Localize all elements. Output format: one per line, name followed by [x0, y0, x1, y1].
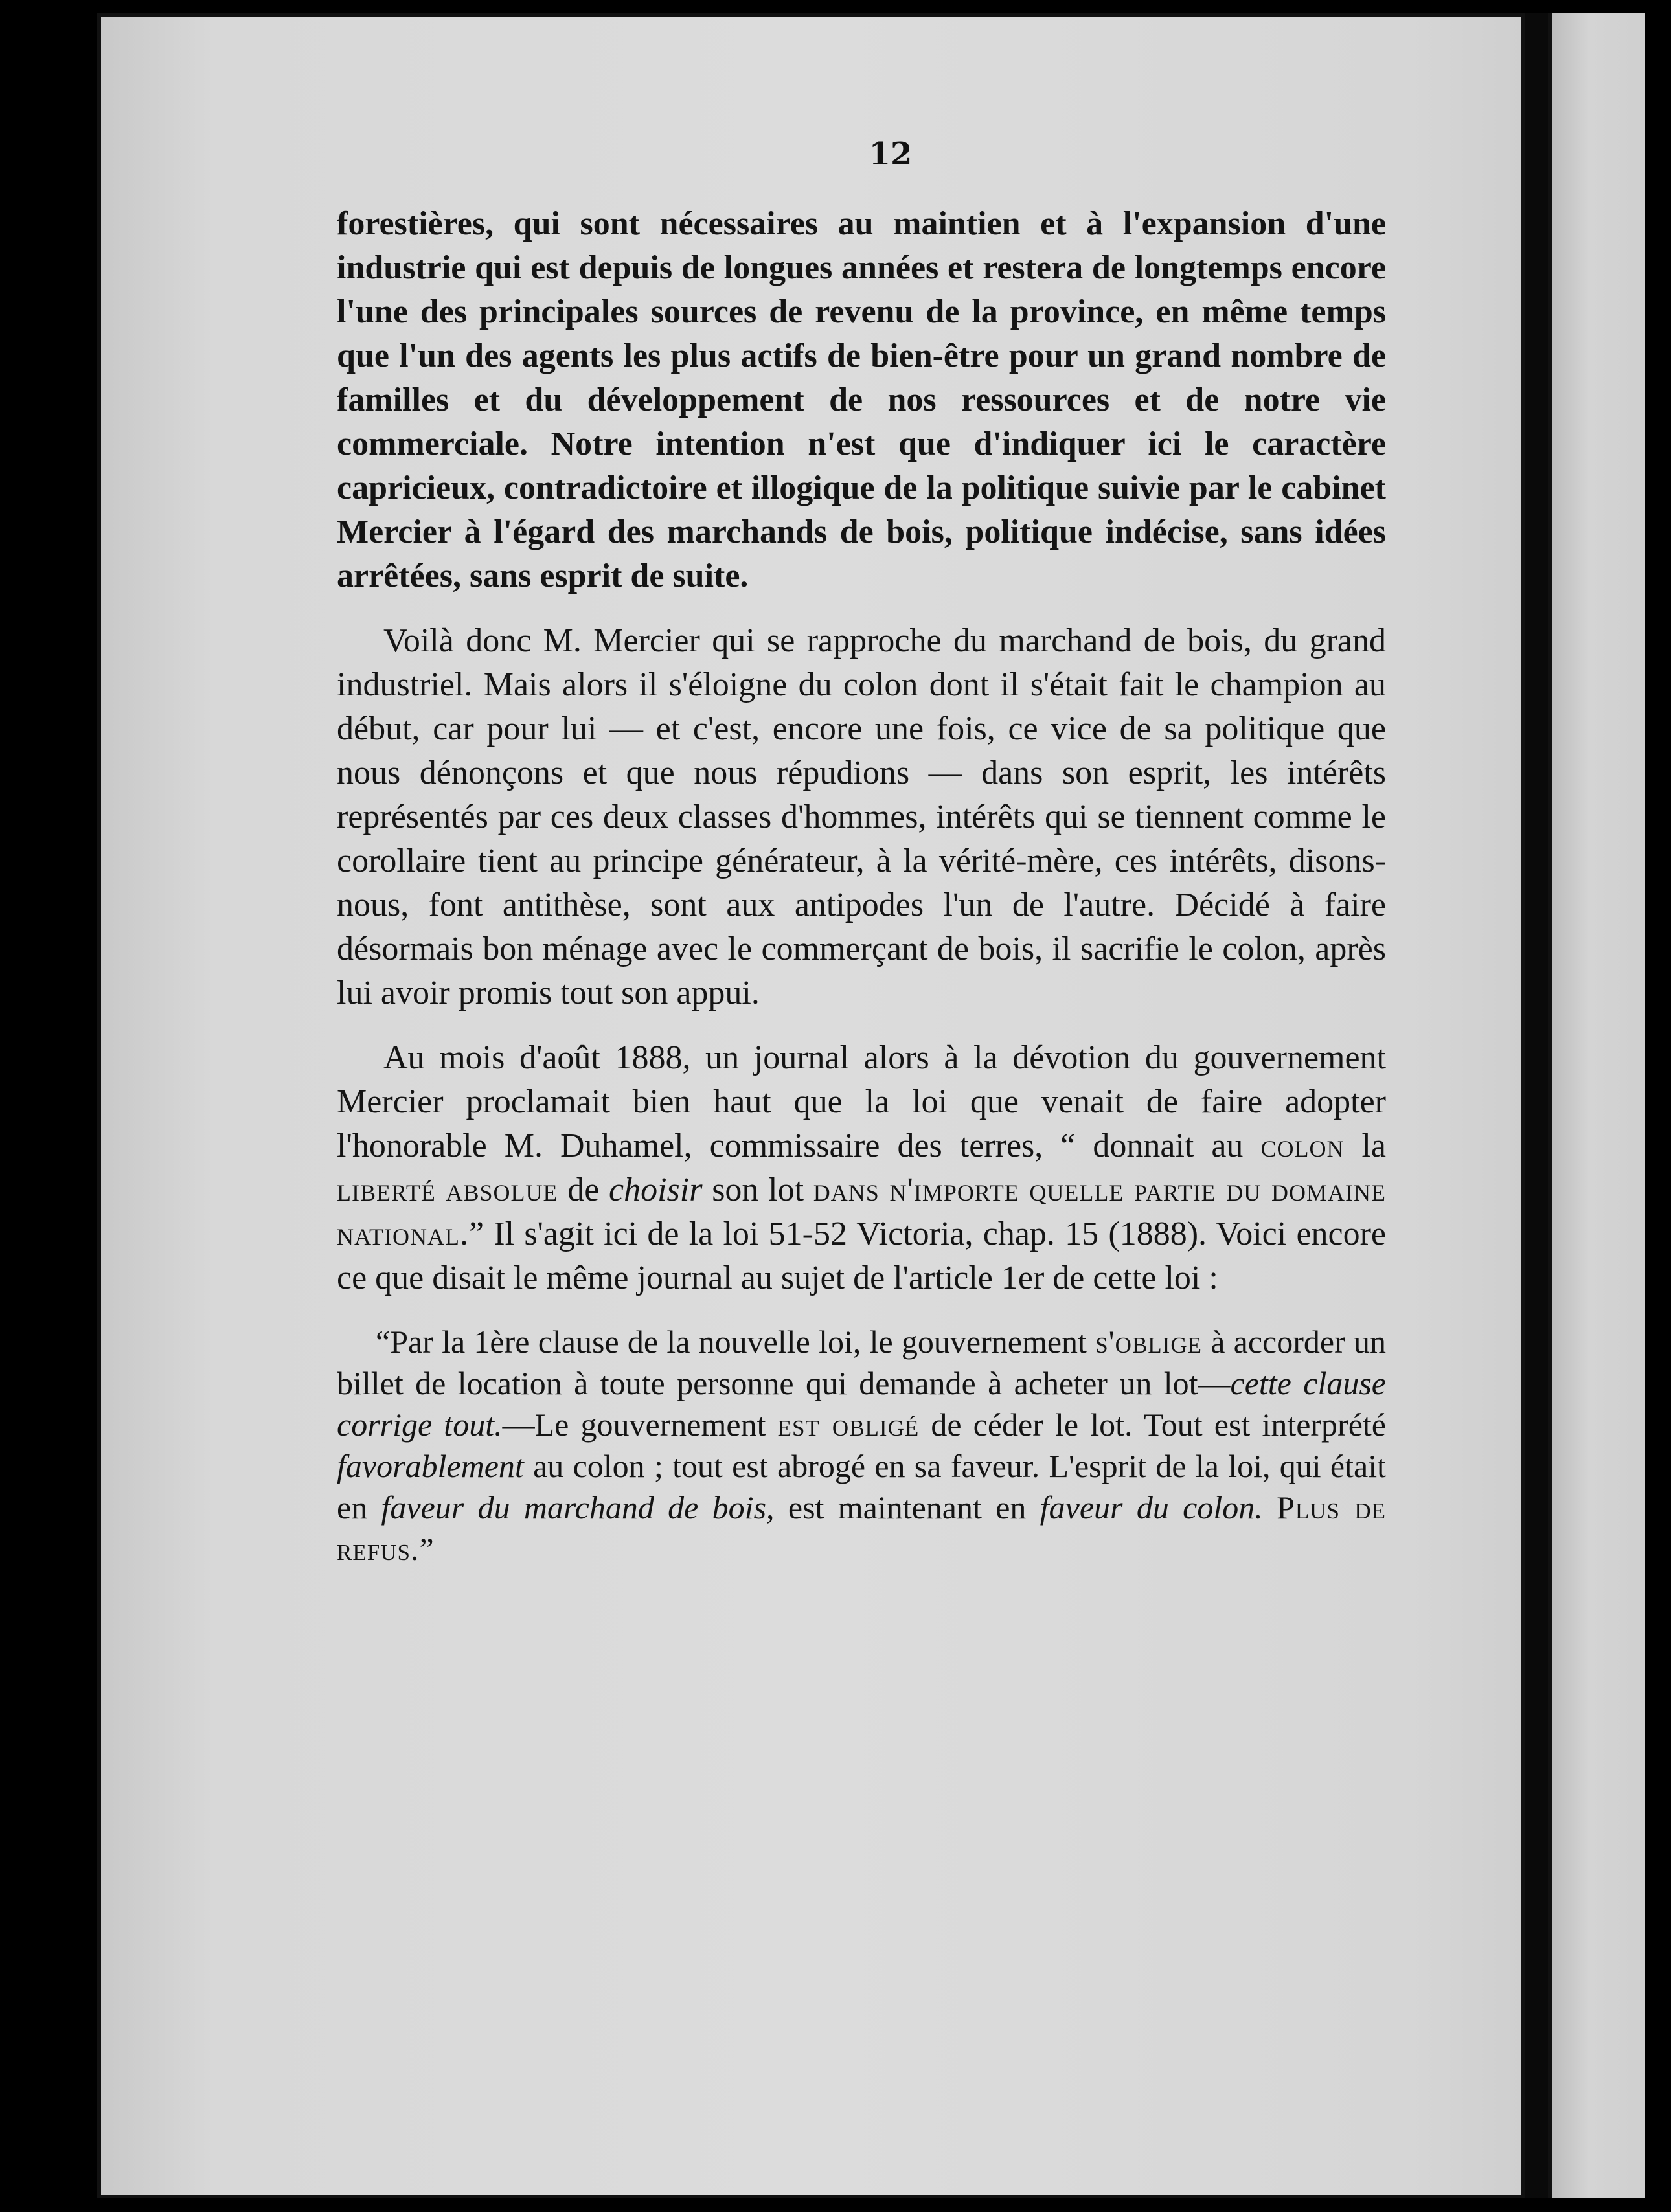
paragraph-2: Voilà donc M. Mercier qui se rapproche du marchand de bois, du grand industriel. Mais alors il s'éloigne du colon dont il s'était fait le champion au début, car pour lui — et c'est, encore une fois, ce vice de sa politique que nous dénonçons et que nous répudions — dans son esprit, les intérêts représentés par ces deux classes d'hommes, intérêts qui se tiennent comme le corollaire tient au principe générateur, à la vérité-mère, ces intérêts, disons-nous, font antithèse, sont aux antipodes l'un de l'autre. Décidé à faire désormais bon ménage avec le commerçant de bois, il sacrifie le colon, après lui avoir promis tout son appui.	[337, 622, 1386, 1011]
page-gutter	[1525, 13, 1548, 2198]
paragraph-3	[337, 1036, 1386, 1300]
paragraph-3-text: son lot	[702, 1171, 813, 1208]
adjacent-page-edge	[1548, 13, 1645, 2198]
block-quote	[337, 1321, 1386, 1570]
emphasis-choisir: choisir	[609, 1171, 703, 1208]
emphasis-faveur-marchand: faveur du marchand de bois	[381, 1489, 767, 1526]
quote-text: au colon ; tout est abrogé en sa faveur. L'esprit de la loi, qui était en	[337, 1448, 1386, 1526]
paragraph-3-text: Au mois d'août 1888, un journal alors à la dévotion du gouvernement Mercier proclamait bien haut que la loi que venait de faire adopter l'honorable M. Duhamel, commissaire des terres, “ donnait au	[337, 1039, 1386, 1164]
paragraph-3-text: la	[1344, 1127, 1386, 1164]
quote-text: de céder le lot. Tout est interprété	[919, 1406, 1386, 1443]
paragraph-1: forestières, qui sont nécessaires au maintien et à l'expansion d'une industrie qui est depuis de longues années et restera de longtemps encore l'une des principales sources de revenu de la province, en même temps que l'un des agents les plus actifs de bien-être pour un grand nombre de familles et du développement de nos ressources et de notre vie commerciale. Notre intention n'est que d'indiquer ici le caractère capricieux, contradictoire et illogique de la politique suivie par le cabinet Mercier à l'égard des marchands de bois, politique indécise, sans idées arrêtées, sans esprit de suite.	[337, 205, 1386, 594]
paragraph-3-text: ” Il s'agit ici de la loi 51-52 Victoria, chap. 15 (1888). Voici encore ce que disait le même journal au sujet de l'article 1er de cette loi :	[337, 1215, 1386, 1296]
quote-text: “Par la 1ère clause de la nouvelle loi, le gouvernement	[376, 1324, 1096, 1360]
quote-text: ”	[419, 1531, 434, 1567]
quote-text	[1263, 1489, 1277, 1526]
body-text	[337, 202, 1386, 1570]
emphasis-clause-corrige: cette clause corrige tout.	[337, 1365, 1386, 1443]
emphasis-domaine-national: dans n'importe quelle partie du domaine national.	[337, 1171, 1386, 1252]
quote-text: , est maintenant en	[766, 1489, 1040, 1526]
page-number: 12	[869, 136, 913, 172]
emphasis-est-oblige: est obligé	[777, 1406, 920, 1443]
quote-text: —Le gouvernement	[502, 1406, 778, 1443]
emphasis-favorablement: favorablement	[337, 1448, 524, 1484]
emphasis-s-oblige: s'oblige	[1095, 1324, 1202, 1360]
paragraph-3-text: de	[558, 1171, 609, 1208]
emphasis-liberte-absolue: liberté absolue	[337, 1171, 558, 1208]
quote-text: à accorder un billet de location à toute personne qui demande à acheter un lot—	[337, 1324, 1386, 1401]
emphasis-colon: colon	[1260, 1127, 1345, 1164]
emphasis-faveur-colon: faveur du colon.	[1040, 1489, 1263, 1526]
emphasis-plus-de-refus: Plus de refus.	[337, 1489, 1386, 1567]
